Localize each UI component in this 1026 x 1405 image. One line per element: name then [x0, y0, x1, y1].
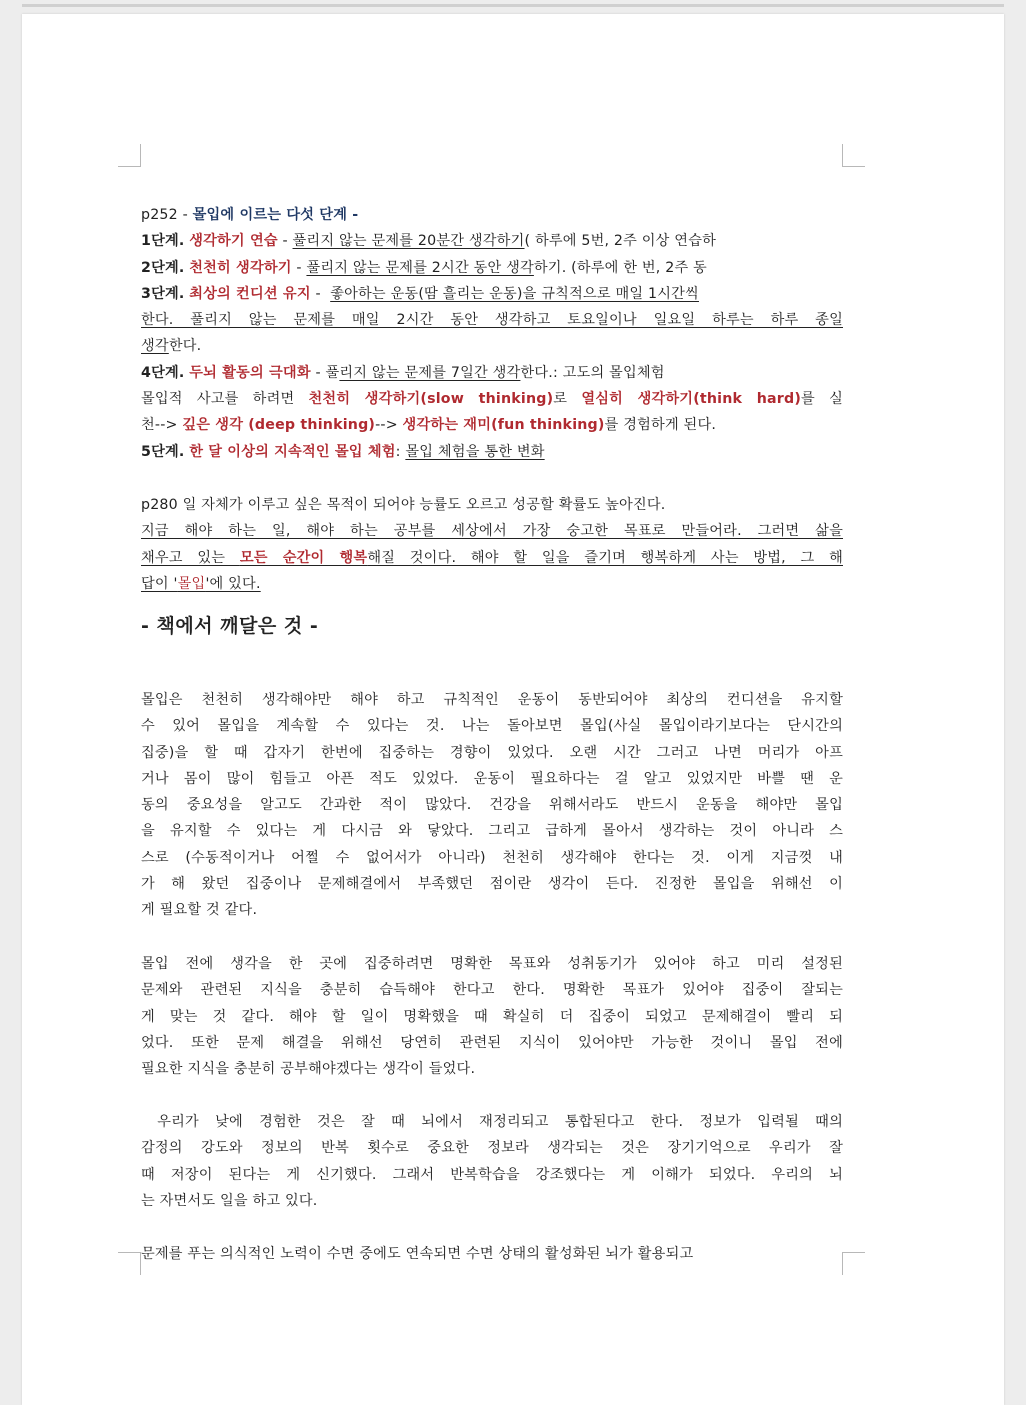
quote-text: 채우고 있는: [141, 549, 240, 566]
step-tail: 한다.: [168, 338, 202, 355]
paragraph-line: 었다. 또한 문제 해결을 위해선 당연히 관련된 지식이 있어야만 가능한 것이니 몰입 전에: [141, 1034, 843, 1051]
paragraph-line: 문제와 관련된 지식을 충분히 습득해야 한다고 한다. 명확한 목표가 있어야 집중이 잘되는: [141, 982, 843, 999]
paragraph-line: 때 저장이 된다는 게 신기했다. 그래서 반복학습을 강조했다는 게 이해가 되었다. 우리의 뇌: [141, 1166, 843, 1183]
paragraph-line: 우리가 낮에 경험한 것은 잘 때 뇌에서 재정리되고 통합된다고 한다. 정보가 입력될 때의: [141, 1114, 843, 1130]
paragraph-line: 을 유지할 수 있다는 게 다시금 와 닿았다. 그리고 급하게 몰아서 생각하는 것이 아니라 스: [141, 823, 843, 840]
paragraph-line: 수 있어 몰입을 계속할 수 있다는 것. 나는 돌아보면 몰입(사실 몰입이라기보다는 단시간의: [141, 718, 843, 735]
highlight: 깊은 생각 (deep thinking): [182, 417, 376, 434]
paragraph-line: 는 자면서도 일을 하고 있다.: [141, 1192, 318, 1209]
step-text: 몰입적 사고를 하려면: [141, 391, 309, 408]
quote-text: 해질 것이다. 해야 할 일을 즐기며 행복하게 사는 방법, 그 해: [367, 549, 843, 566]
step-body: 리지 않는 문제를 7일간 생각: [339, 364, 521, 381]
step-body: 몰입 체험을 통한 변화: [405, 443, 545, 460]
intro-line: [141, 202, 843, 228]
step-dash: -: [277, 233, 293, 250]
paragraph-line: 감정의 강도와 정보의 반복 횟수로 중요한 정보라 생각되는 것은 장기기억으로 우리가 잘: [141, 1140, 843, 1157]
quote-text: '에 있다.: [205, 575, 261, 592]
step-body-cont: 생각: [141, 338, 169, 355]
paragraph-line: 게 필요할 것 같다.: [141, 902, 258, 919]
step-text: 천-->: [141, 417, 183, 434]
step-body-cont: 한다. 풀리지 않는 문제를 매일 2시간 동안 생각하고 토요일이나 일요일 하루는 하루 종일: [141, 312, 843, 329]
paragraph-line: 동의 중요성을 알고도 간과한 적이 많았다. 건강을 위해서라도 반드시 운동을 해야만 몰입: [141, 797, 843, 814]
step-tail: 한다.: 고도의 몰입체험: [520, 364, 665, 381]
margin-corner-top-right: [842, 144, 865, 167]
step-label: 2단계.: [141, 259, 185, 276]
reflection-paragraph-3: [141, 1109, 843, 1214]
top-scroll-edge: [22, 4, 1004, 7]
paragraph-line: 문제를 푸는 의식적인 노력이 수면 중에도 연속되면 수면 상태의 활성화된 뇌가 활용되고: [141, 1246, 694, 1262]
step-dash: -: [310, 285, 331, 302]
step-dash: -: [310, 364, 326, 381]
section-five-steps: [141, 202, 843, 465]
step-label: 4단계.: [141, 364, 185, 381]
margin-corner-bottom-left: [118, 1252, 141, 1275]
step-label: 1단계.: [141, 233, 185, 250]
step-4-cont-2: [141, 412, 843, 438]
step-body: 풀리지 않는 문제를 20분간 생각하기: [292, 233, 525, 250]
reflection-paragraph-2: [141, 951, 843, 1082]
highlight: 열심히 생각하기(think hard): [581, 391, 802, 408]
quote-line-3: [141, 545, 843, 571]
highlight: 몰입: [177, 575, 206, 592]
paragraph-line: 몰입은 천천히 생각해야만 해야 하고 규칙적인 운동이 동반되어야 최상의 컨디션을 유지할: [141, 692, 843, 708]
paragraph-line: 가 해 왔던 집중이나 문제해결에서 부족했던 점이란 생각이 든다. 진정한 몰입을 위해선 이: [141, 876, 843, 893]
section-p280: [141, 492, 843, 597]
step-label: 5단계.: [141, 443, 185, 460]
step-name: 천천히 생각하기: [189, 259, 292, 276]
step-name: 한 달 이상의 지속적인 몰입 체험: [189, 443, 396, 460]
step-tail: 하기. (하루에 한 번, 2주 동: [533, 259, 707, 276]
paragraph-line: 게 맞는 것 같다. 해야 할 일이 명확했을 때 확실히 더 집중이 되었고 문제해결이 빨리 되: [141, 1008, 843, 1025]
step-name: 최상의 컨디션 유지: [189, 285, 311, 302]
step-4: [141, 360, 843, 386]
step-text: -->: [375, 417, 403, 434]
step-dash: -: [291, 259, 307, 276]
step-5: [141, 439, 843, 465]
step-3: [141, 281, 843, 307]
step-body-pre: 풀: [325, 364, 340, 381]
section-title: 몰입에 이르는 다섯 단계 -: [192, 207, 359, 223]
quote-line-4: [141, 571, 843, 597]
highlight: 모든 순간이 행복: [239, 549, 368, 566]
reflection-paragraph-4: [141, 1241, 843, 1267]
margin-corner-bottom-right: [842, 1252, 865, 1275]
step-text: 를 경험하게 된다.: [604, 417, 717, 434]
step-4-cont-1: [141, 386, 843, 412]
step-name: 생각하기 연습: [189, 233, 278, 250]
quote-text: 답이 ': [141, 575, 178, 592]
paragraph-line: 집중)을 할 때 갑자기 한번에 집중하는 경향이 있었다. 오랜 시간 그러고 나면 머리가 아프: [141, 744, 843, 761]
reflection-paragraph-1: [141, 687, 843, 924]
highlight: 생각하는 재미(fun thinking): [402, 417, 605, 434]
step-3-cont-1: [141, 307, 843, 333]
step-dash: :: [395, 443, 406, 460]
paragraph-line: 거나 몸이 많이 힘들고 아픈 적도 있었다. 운동이 필요하다는 걸 알고 있었지만 바쁠 땐 운: [141, 770, 843, 787]
step-text: 로: [553, 391, 582, 408]
step-label: 3단계.: [141, 285, 185, 302]
quote-line-1: p280 일 자체가 이루고 싶은 목적이 되어야 능률도 오르고 성공할 확률도 높아진다.: [141, 497, 666, 513]
step-3-cont-2: [141, 333, 843, 359]
reflection-heading: - 책에서 깨달은 것 -: [141, 615, 319, 637]
margin-corner-top-left: [118, 144, 141, 167]
paragraph-line: 몰입 전에 생각을 한 곳에 집중하려면 명확한 목표와 성취동기가 있어야 하고 미리 설정된: [141, 956, 843, 972]
page-ref: p252 -: [141, 207, 193, 223]
quote-line-2: 지금 해야 하는 일, 해야 하는 공부를 세상에서 가장 숭고한 목표로 만들어라. 그러면 삶을: [141, 523, 843, 540]
step-text: 를 실: [801, 391, 843, 408]
step-1: [141, 228, 843, 254]
step-body: 좋아하는 운동(땀 흘리는 운동)을 규칙적으로 매일 1시간씩: [330, 285, 699, 302]
paragraph-line: 필요한 지식을 충분히 공부해야겠다는 생각이 들었다.: [141, 1061, 476, 1078]
step-2: [141, 255, 843, 281]
step-name: 두뇌 활동의 극대화: [189, 364, 311, 381]
highlight: 천천히 생각하기(slow thinking): [308, 391, 554, 408]
paragraph-line: 스로 (수동적이거나 어쩔 수 없어서가 아니라) 천천히 생각해야 한다는 것. 이게 지금껏 내: [141, 849, 843, 866]
step-body: 풀리지 않는 문제를 2시간 동안 생각: [306, 259, 534, 276]
step-tail: ( 하루에 5번, 2주 이상 연습하: [524, 233, 716, 250]
